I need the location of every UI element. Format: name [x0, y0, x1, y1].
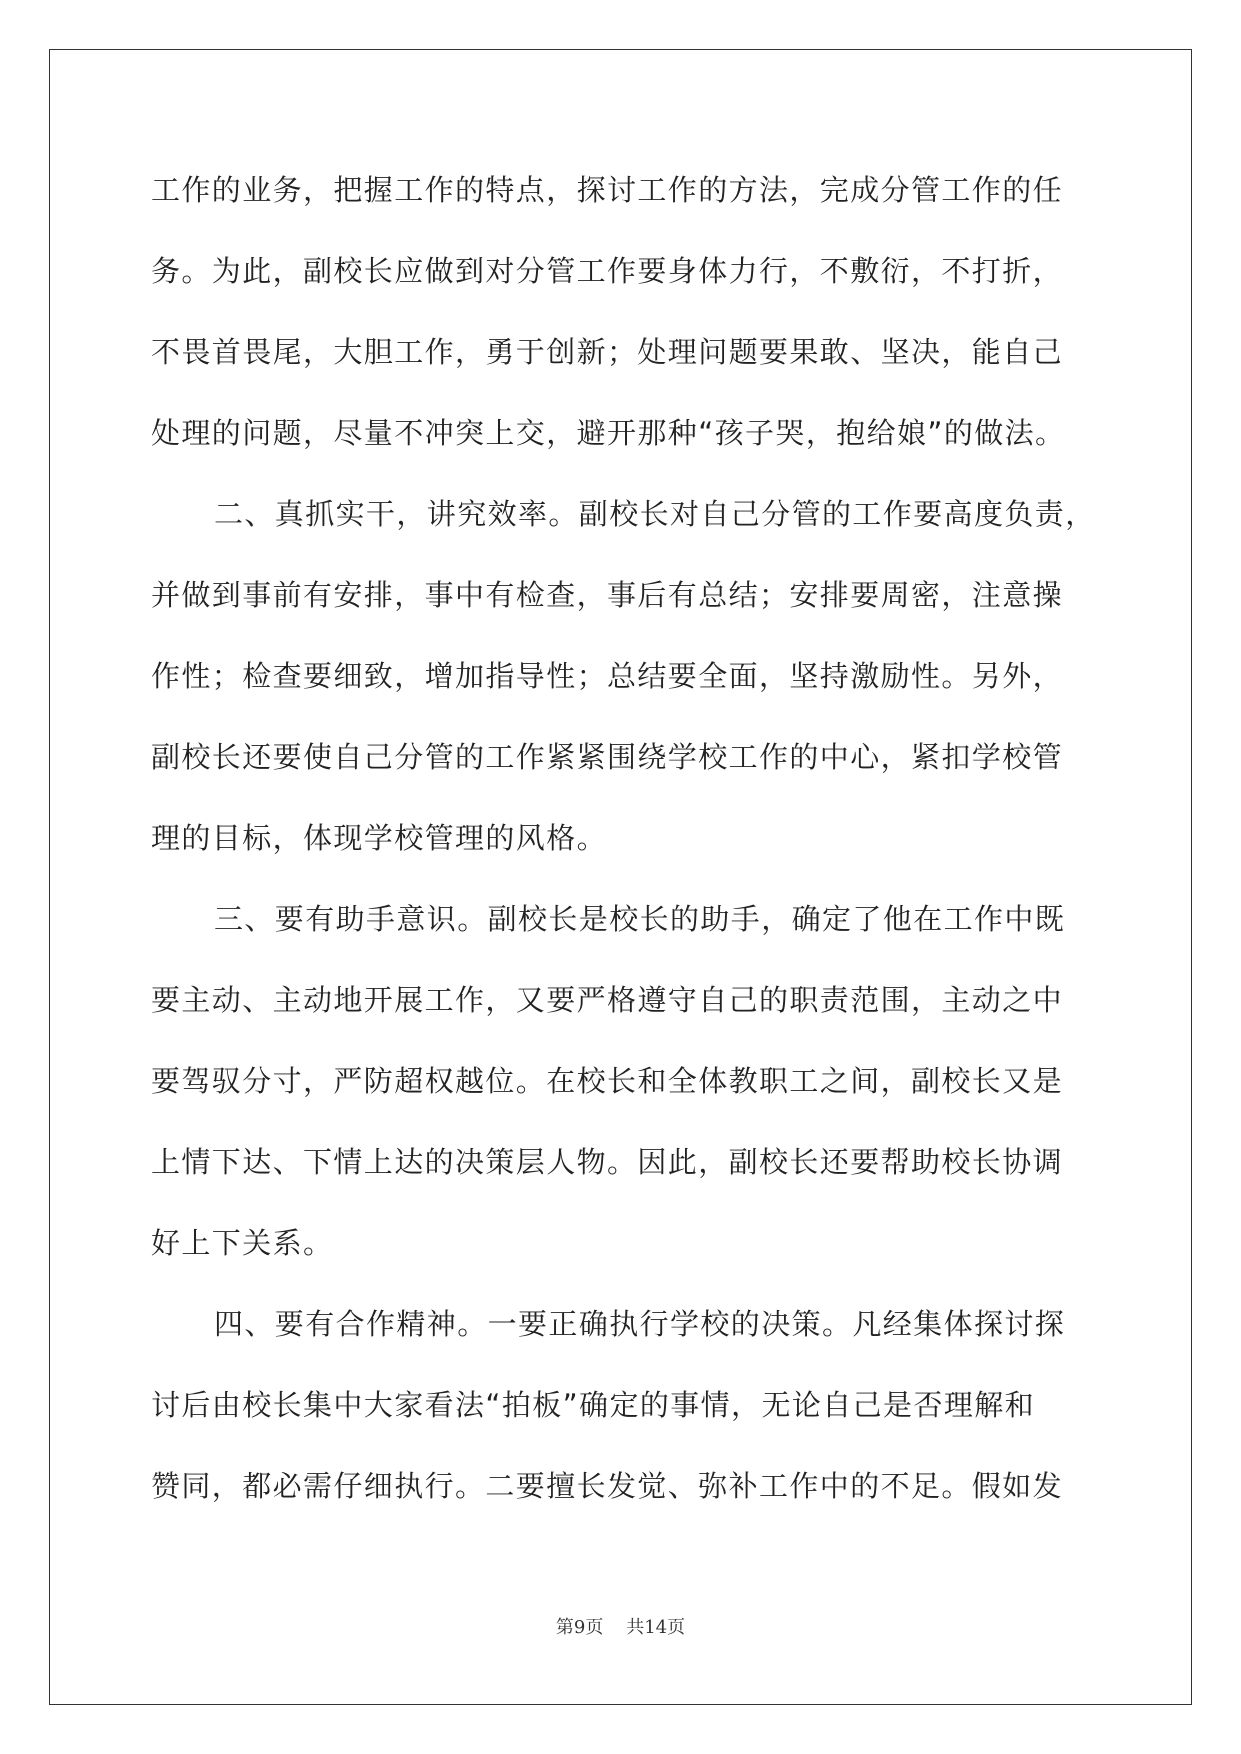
- text-line: 要主动、主动地开展工作，又要严格遵守自己的职责范围，主动之中: [151, 983, 1064, 1017]
- paragraph-start-line: 三、要有助手意识。副校长是校长的助手，确定了他在工作中既: [214, 902, 1066, 936]
- text-line: 好上下关系。: [151, 1226, 334, 1260]
- text-line: 工作的业务，把握工作的特点，探讨工作的方法，完成分管工作的任: [151, 173, 1064, 207]
- text-line: 作性；检查要细致，增加指导性；总结要全面，坚持激励性。另外，: [151, 659, 1064, 693]
- text-line: 要驾驭分寸，严防超权越位。在校长和全体教职工之间，副校长又是: [151, 1064, 1064, 1098]
- paragraph-start-line: 二、真抓实干，讲究效率。副校长对自己分管的工作要高度负责，: [214, 497, 1096, 531]
- page-border: [49, 49, 1192, 1705]
- text-line: 讨后由校长集中大家看法“拍板”确定的事情，无论自己是否理解和: [151, 1388, 1036, 1422]
- text-line: 副校长还要使自己分管的工作紧紧围绕学校工作的中心，紧扣学校管: [151, 740, 1064, 774]
- total-pages: 共14页: [626, 1617, 686, 1638]
- text-line: 不畏首畏尾，大胆工作，勇于创新；处理问题要果敢、坚决，能自己: [151, 335, 1064, 369]
- page-number: 第9页: [555, 1617, 604, 1638]
- page-footer: [0, 1616, 1241, 1640]
- text-line: 赞同，都必需仔细执行。二要擅长发觉、弥补工作中的不足。假如发: [151, 1469, 1064, 1503]
- text-line: 理的目标，体现学校管理的风格。: [151, 821, 608, 855]
- text-line: 上情下达、下情上达的决策层人物。因此，副校长还要帮助校长协调: [151, 1145, 1064, 1179]
- text-line: 处理的问题，尽量不冲突上交，避开那种“孩子哭，抱给娘”的做法。: [151, 416, 1066, 450]
- text-line: 务。为此，副校长应做到对分管工作要身体力行，不敷衍，不打折，: [151, 254, 1064, 288]
- text-line: 并做到事前有安排，事中有检查，事后有总结；安排要周密，注意操: [151, 578, 1064, 612]
- paragraph-start-line: 四、要有合作精神。一要正确执行学校的决策。凡经集体探讨探: [214, 1307, 1066, 1341]
